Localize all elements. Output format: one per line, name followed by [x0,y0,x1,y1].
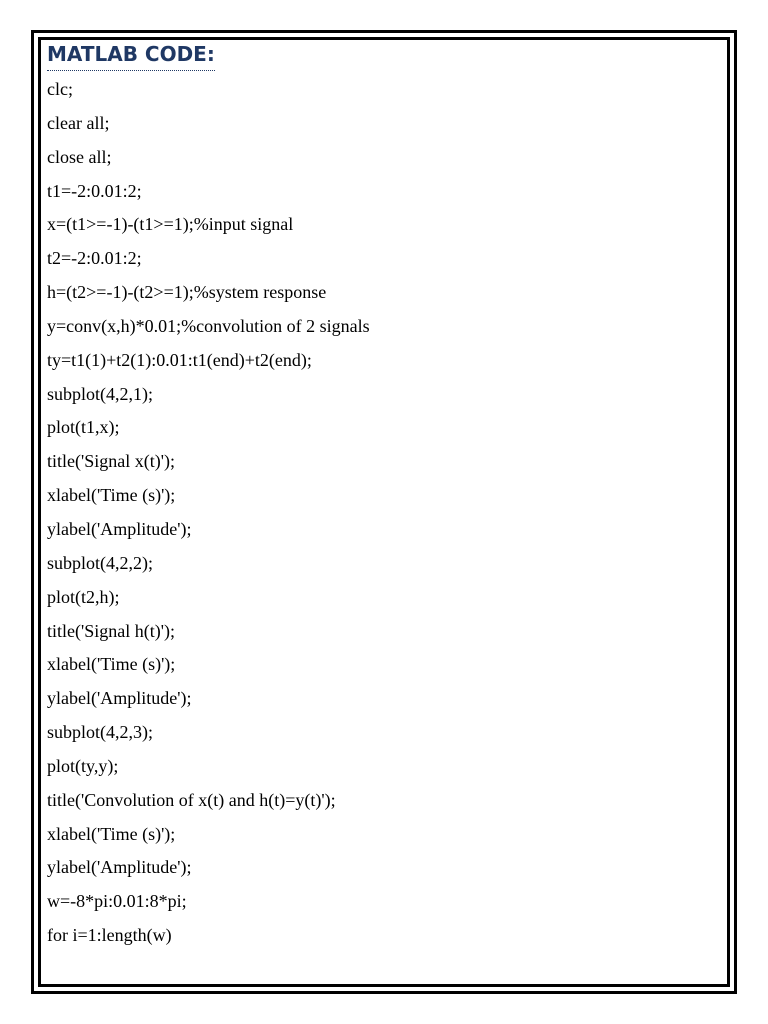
code-line: title('Convolution of x(t) and h(t)=y(t)'); [47,789,336,810]
code-line: xlabel('Time (s)'); [47,823,176,844]
code-line: y=conv(x,h)*0.01;%convolution of 2 signals [47,315,370,336]
code-line: title('Signal h(t)'); [47,620,175,641]
code-line: ty=t1(1)+t2(1):0.01:t1(end)+t2(end); [47,349,312,370]
code-line: plot(ty,y); [47,755,119,776]
code-block [47,40,707,953]
code-line: t1=-2:0.01:2; [47,180,142,201]
code-line: close all; [47,146,112,167]
code-line: title('Signal x(t)'); [47,451,175,472]
code-line: clear all; [47,112,110,133]
code-line: w=-8*pi:0.01:8*pi; [47,891,187,912]
code-line: xlabel('Time (s)'); [47,654,176,675]
code-line: x=(t1>=-1)-(t1>=1);%input signal [47,214,294,235]
code-line: t2=-2:0.01:2; [47,248,142,269]
code-line: subplot(4,2,3); [47,722,153,743]
code-line: ylabel('Amplitude'); [47,857,192,878]
code-line: subplot(4,2,1); [47,383,153,404]
code-line: for i=1:length(w) [47,925,172,946]
section-heading: MATLAB CODE: [47,40,215,71]
code-line: ylabel('Amplitude'); [47,518,192,539]
code-line: plot(t2,h); [47,586,120,607]
code-line: clc; [47,79,73,99]
code-line: xlabel('Time (s)'); [47,485,176,506]
code-line: subplot(4,2,2); [47,552,153,573]
code-lines [47,73,707,953]
code-line: h=(t2>=-1)-(t2>=1);%system response [47,282,327,303]
code-line: ylabel('Amplitude'); [47,688,192,709]
code-line: plot(t1,x); [47,417,120,438]
